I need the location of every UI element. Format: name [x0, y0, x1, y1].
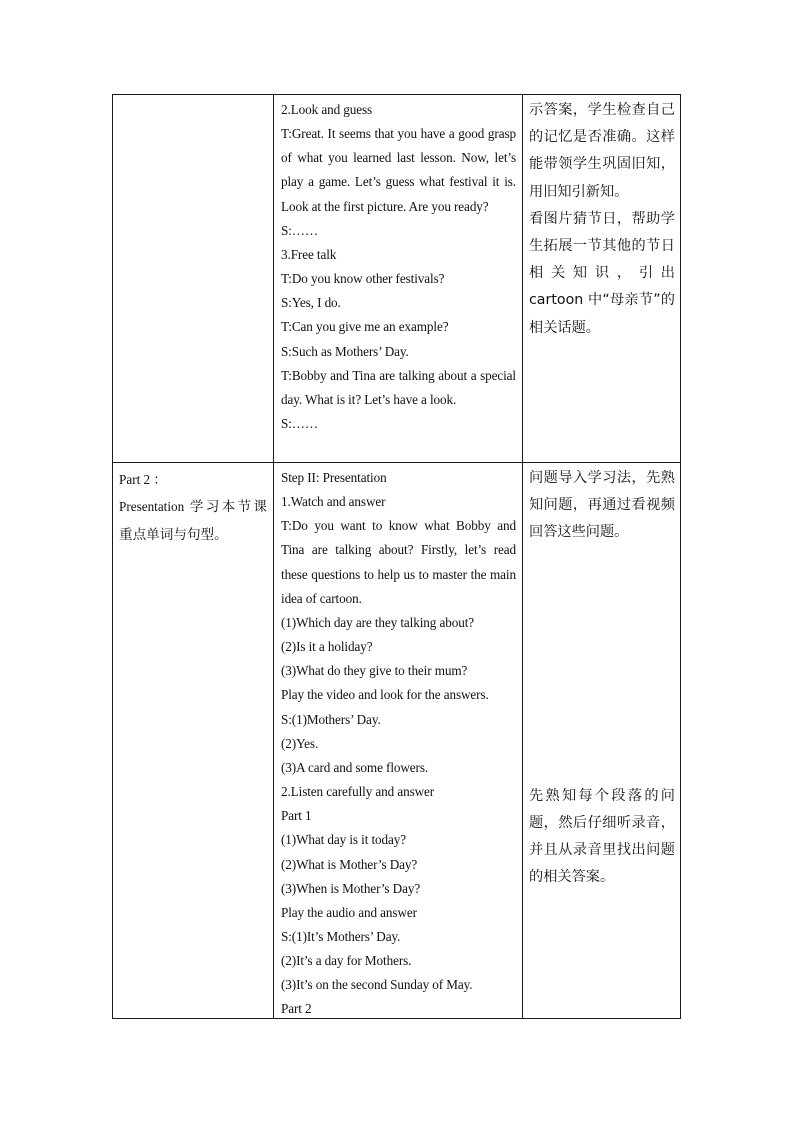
part-description-en: Presentation	[119, 499, 185, 514]
part-cell	[113, 463, 274, 1019]
dialogue-line: (1)What day is it today?	[281, 832, 407, 848]
part-description	[119, 493, 267, 549]
dialogue-line: (3)A card and some flowers.	[281, 759, 429, 775]
dialogue-line: Part 2	[281, 1001, 312, 1017]
dialogue-line: S:Such as Mothers’ Day.	[281, 343, 409, 359]
dialogue-line: S:……	[281, 416, 318, 432]
table-row	[113, 463, 680, 1019]
dialogue-line: T:Bobby and Tina are talking about a special day. What is it? Let’s have a look.	[281, 367, 516, 407]
dialogue-line: (2)What is Mother’s Day?	[281, 856, 418, 872]
part-description-cn: 学习本节课重点单词与句型。	[119, 499, 268, 543]
dialogue-line: 2.Listen carefully and answer	[281, 784, 435, 800]
teaching-note: 先熟知每个段落的问题，然后仔细听录音，并且从录音里找出问题的相关答案。	[529, 787, 675, 886]
notes-cell	[523, 463, 680, 1019]
dialogue-line: T:Can you give me an example?	[281, 319, 449, 335]
dialogue-line: (2)Yes.	[281, 735, 319, 751]
dialogue-line: (2)It’s a day for Mothers.	[281, 953, 412, 969]
dialogue-line: Play the audio and answer	[281, 904, 417, 920]
dialogue-line: (3)It’s on the second Sunday of May.	[281, 977, 473, 993]
dialogue-line: S:……	[281, 222, 318, 238]
notes-spacer	[529, 547, 675, 783]
dialogue-line: T:Do you want to know what Bobby and Tina are talking about? Firstly, let’s read these questions to help us to master the main idea of cartoon.	[281, 518, 516, 606]
dialogue-line: (3)What do they give to their mum?	[281, 663, 468, 679]
dialogue-line: (2)Is it a holiday?	[281, 639, 373, 655]
dialogue-cell	[274, 95, 523, 462]
part-label: Part 2 ：	[119, 472, 167, 487]
dialogue-line: 3.Free talk	[281, 246, 337, 262]
dialogue-line: T:Do you know other festivals?	[281, 271, 445, 287]
dialogue-line: (1)Which day are they talking about?	[281, 614, 475, 630]
dialogue-line: S:(1)Mothers’ Day.	[281, 711, 381, 727]
dialogue-line: Play the video and look for the answers.	[281, 687, 489, 703]
teaching-note: 看图片猜节日，帮助学生拓展一节其他的节日相关知识，引出 cartoon 中“母亲节”的相关话题。	[529, 210, 675, 336]
teaching-note: 示答案，学生检查自己的记忆是否准确。这样能带领学生巩固旧知，用旧知引新知。	[529, 102, 675, 200]
part-cell	[113, 95, 274, 462]
dialogue-line: 2.Look and guess	[281, 102, 373, 117]
table-row	[113, 95, 680, 463]
teaching-note: 问题导入学习法，先熟知问题，再通过看视频回答这些问题。	[529, 470, 675, 541]
dialogue-line: Part 1	[281, 808, 312, 824]
dialogue-line: Step II: Presentation	[281, 470, 387, 485]
dialogue-line: 1.Watch and answer	[281, 494, 386, 510]
dialogue-line: S:Yes, I do.	[281, 295, 341, 311]
lesson-plan-table	[112, 94, 681, 1019]
dialogue-line: S:(1)It’s Mothers’ Day.	[281, 928, 401, 944]
notes-cell	[523, 95, 680, 462]
dialogue-line: (3)When is Mother’s Day?	[281, 880, 421, 896]
dialogue-line: T:Great. It seems that you have a good grasp of what you learned last lesson. Now, let’s play a game. Let’s guess what festival it is. Look at the first picture. Are you ready?	[281, 126, 516, 214]
dialogue-cell	[274, 463, 523, 1019]
